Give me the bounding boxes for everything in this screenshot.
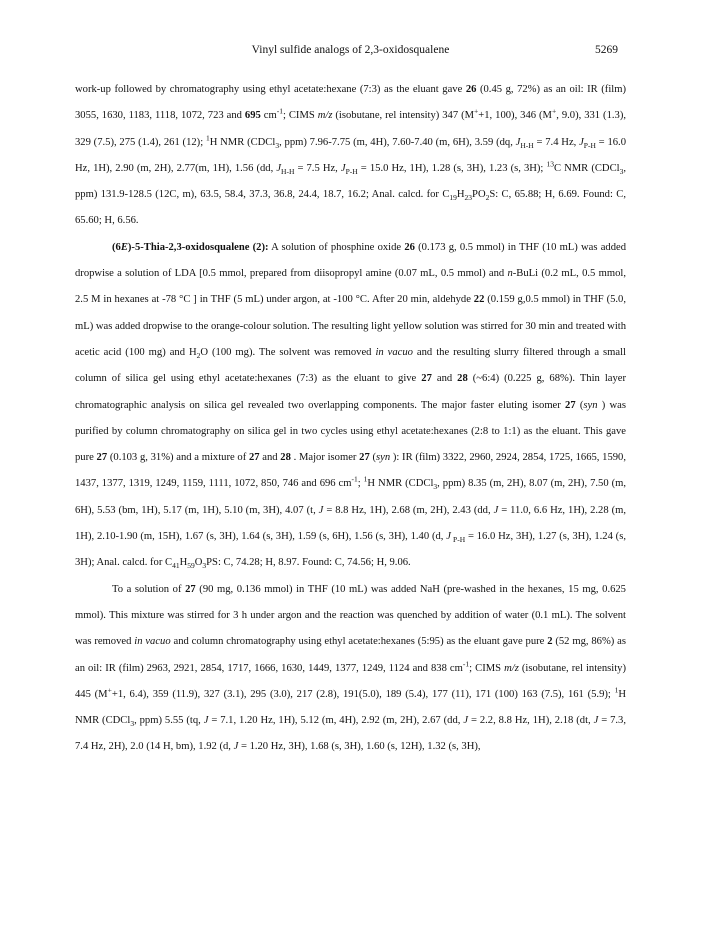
text-run: J — [318, 504, 324, 516]
text-run: 27 — [185, 583, 196, 595]
text-run: (isobutane, rel intensity) 445 (M — [75, 662, 626, 700]
text-run: ( — [575, 399, 584, 411]
text-run: m/z — [504, 662, 519, 674]
text-run: PS: C, 74.28; H, 8.97. Found: C, 74.56; H, 9.06. — [206, 557, 411, 569]
text-run: J — [493, 504, 499, 516]
text-run: 27 — [565, 399, 576, 411]
text-run: A solution of phosphine oxide — [268, 241, 405, 253]
text-run: + — [474, 106, 479, 116]
text-run: E — [120, 241, 128, 253]
text-run: 23 — [464, 193, 473, 203]
text-run: 59 — [187, 561, 195, 571]
text-run: = 15.0 Hz, 1H), 1.28 (s, 3H), 1.23 (s, 3H); — [357, 162, 547, 174]
text-run: , ppm) 7.96-7.75 (m, 4H), 7.60-7.40 (m, 6H), 3.59 (dq, — [279, 136, 516, 148]
text-run: H — [456, 189, 465, 201]
text-run: ; — [357, 478, 364, 490]
text-run: 1 — [205, 133, 210, 143]
text-run: , ppm) 5.55 (tq, — [134, 715, 204, 727]
text-run: = 8.8 Hz, 1H), 2.68 (m, 2H), 2.43 (dd, — [323, 504, 494, 516]
text-run: 41 — [172, 561, 180, 571]
text-run: = 16.0 Hz, 1H), 2.90 (m, 2H), 2.77(m, 1H), 1.56 (dd, — [75, 136, 626, 174]
text-run: = 7.1, 1.20 Hz, 1H), 5.12 (m, 4H), 2.92 (m, 2H), 2.67 (dd, — [208, 715, 464, 727]
text-run: -1 — [276, 106, 283, 116]
text-run: . Major isomer — [290, 452, 360, 464]
page-number: 5269 — [595, 44, 618, 56]
text-run: , ppm) 8.35 (m, 2H), 8.07 (m, 2H), 7.50 (m, 6H), 5.53 (bm, 1H), 5.17 (m, 1H), 5.10 (m, 3H), 4.07 (t, — [75, 478, 626, 516]
text-run: O (100 mg). The solvent was removed — [200, 346, 376, 358]
text-run: work-up followed by chromatography using ethyl acetate:hexane (7:3) as the eluant gave — [75, 84, 466, 95]
text-run: , 9.0), 331 (1.3), 329 (7.5), 275 (1.4), 261 (12); — [75, 110, 626, 148]
article-body — [75, 77, 626, 761]
text-run: (0.159 g,0.5 mmol) in THF (5.0, mL) was added dropwise to the orange-colour solution. The resulting light yellow solution was stirred for 30 min and treated with acetic acid (100 mg) and H — [75, 294, 626, 358]
text-run: in vacuo — [375, 346, 413, 358]
text-run: (~6:4) (0.225 g, 68%). Thin layer chromatographic analysis on silica gel revealed two overlapping components. The major faster eluting isomer — [75, 373, 627, 411]
text-run: = 1.20 Hz, 3H), 1.68 (s, 3H), 1.60 (s, 12H), 1.32 (s, 3H), — [238, 741, 481, 753]
text-run: 28 — [457, 373, 468, 385]
text-run: 3 — [275, 140, 280, 150]
text-run: J — [579, 136, 584, 148]
text-run: and — [259, 452, 281, 464]
text-run: (6 — [112, 241, 121, 253]
paragraph-compound-26-data — [75, 77, 626, 235]
text-run: ) was purified by column chromatography on silica gel in two cycles using ethyl acetate:hexanes (2:8 to 1:1) as the eluant. This gave pure — [75, 399, 626, 464]
text-run: O — [194, 557, 203, 569]
text-run: -1 — [351, 474, 358, 484]
text-run: PO — [472, 189, 486, 201]
text-run: To a solution of — [112, 583, 186, 595]
text-run: in vacuo — [134, 636, 171, 648]
text-run: -BuLi (0.2 mL, 0.5 mmol, 2.5 M in hexanes at -78 °C ] in THF (5 mL) under argon, at -100 °C. After 20 min, aldehyde — [75, 268, 626, 306]
text-run: + — [107, 685, 112, 695]
text-run: 3 — [619, 167, 624, 176]
text-run: 27 — [421, 373, 432, 385]
text-run: P-H — [345, 167, 358, 176]
text-run: cm — [260, 110, 277, 122]
text-run: 1 — [614, 685, 619, 695]
text-run: 28 — [280, 452, 291, 464]
text-run: 19 — [449, 193, 457, 203]
text-run: = 2.2, 8.8 Hz, 1H), 2.18 (dt, — [468, 715, 594, 727]
text-run: H-H — [281, 167, 295, 176]
text-run: J — [446, 531, 451, 543]
text-run: C NMR (CDCl — [553, 162, 620, 174]
text-run: syn — [583, 399, 598, 411]
text-run: (0.173 g, 0.5 mmol) in THF (10 mL) was added dropwise a solution of LDA [0.5 mmol, prepared from diisopropyl amine (0.07 mL, 0.5 mmol) and — [75, 241, 626, 280]
text-run: H NMR (CDCl — [209, 136, 276, 148]
text-run: (90 mg, 0.136 mmol) in THF (10 mL) was added NaH (pre-washed in the hexanes, 15 mg, 0.625 mmol). This mixture was stirred for 3 h under argon and the reaction was quenched by addition of water (0.1 mL). The solvent was removed — [75, 583, 626, 648]
text-run: P-H — [583, 140, 596, 150]
text-run: 2 — [196, 351, 201, 361]
paragraph-thia-oxidosqualene-synthesis — [75, 235, 626, 577]
text-run: P-H — [450, 535, 466, 545]
text-run: , ppm) 131.9-128.5 (12C, m), 63.5, 58.4, 37.3, 36.8, 24.4, 18.7, 16.2; Anal. calcd. for C — [75, 162, 626, 201]
text-run: J — [463, 715, 469, 727]
text-run: J — [276, 162, 282, 174]
text-run: 1 — [363, 474, 368, 484]
text-run: (isobutane, rel intensity) 347 (M — [332, 110, 475, 122]
text-run: = 7.5 Hz, — [294, 162, 341, 174]
text-run: 3 — [433, 482, 438, 492]
text-run: -1 — [462, 659, 470, 668]
text-run: H — [179, 557, 188, 569]
text-run: ): IR (film) 3322, 2960, 2924, 2854, 1725, 1665, 1590, 1437, 1377, 1319, 1249, 1159, 1111, 1072, 850, 746 and 696 cm — [75, 452, 626, 490]
text-run: = 7.3, 7.4 Hz, 2H), 2.0 (14 H, bm), 1.92 (d, — [75, 715, 627, 753]
text-run: and column chromatography using ethyl acetate:hexanes (5:95) as the eluant gave pure — [170, 636, 548, 648]
text-run: n — [507, 268, 513, 280]
text-run: J — [515, 136, 521, 148]
text-run: (52 mg, 86%) as an oil: IR (film) 2963, 2921, 2854, 1717, 1666, 1630, 1449, 1377, 1249, 1124 and 838 cm — [75, 636, 626, 674]
text-run: 2 — [485, 193, 490, 203]
text-run: = 16.0 Hz, 3H), 1.27 (s, 3H), 1.24 (s, 3H); Anal. calcd. for C — [75, 531, 626, 569]
text-run: S: C, 65.88; H, 6.69. Found: C, 65.60; H, 6.56. — [75, 189, 626, 227]
text-run: H NMR (CDCl — [75, 688, 626, 727]
text-run: 2 — [547, 636, 553, 648]
text-run: and the resulting slurry filtered through a small column of silica gel using ethyl acetate:hexanes (7:3) as the eluant to give — [75, 346, 626, 385]
text-run: (0.103 g, 31%) and a mixture of — [107, 452, 249, 464]
text-run: m/z — [317, 110, 333, 122]
text-run: + — [551, 106, 557, 116]
text-run: = 11.0, 6.6 Hz, 1H), 2.28 (m, 1H), 2.10-1.90 (m, 15H), 1.67 (s, 3H), 1.64 (s, 3H), 1.59 (s, 6H), 1.56 (s, 3H), 1.40 (d, — [75, 504, 626, 543]
text-run: 27 — [248, 452, 260, 464]
text-run: = 7.4 Hz, — [533, 136, 580, 148]
text-run: +1, 100), 346 (M — [478, 110, 552, 122]
text-run: ; CIMS — [282, 110, 318, 122]
text-run: 26 — [465, 84, 477, 95]
text-run: +1, 6.4), 359 (11.9), 327 (3.1), 295 (3.0), 217 (2.8), 191(5.0), 189 (5.4), 177 (11), 171 (100) 163 (7.5), 161 (5.9); — [111, 688, 615, 700]
text-run: J — [593, 715, 599, 727]
text-run: syn — [376, 452, 391, 464]
text-run: 27 — [96, 452, 108, 464]
text-run: 27 — [359, 452, 370, 464]
running-head — [0, 44, 701, 60]
text-run: 3 — [130, 719, 135, 729]
text-run: H NMR (CDCl — [367, 478, 434, 490]
text-run: 695 — [244, 110, 261, 122]
text-run: 26 — [404, 241, 415, 253]
text-run: J — [203, 715, 209, 727]
text-run: 3 — [202, 561, 207, 571]
paragraph-compound-2-preparation — [75, 577, 626, 761]
text-run: ; CIMS — [469, 662, 505, 674]
text-run: )-5-Thia-2,3-oxidosqualene (2): — [127, 241, 269, 253]
text-run: 13 — [546, 159, 554, 169]
text-run: J — [340, 162, 346, 174]
running-title: Vinyl sulfide analogs of 2,3-oxidosqualene — [251, 44, 450, 56]
text-run: ( — [369, 452, 377, 464]
text-run: 22 — [473, 294, 485, 306]
text-run: (0.45 g, 72%) as an oil: IR (film) 3055, 1630, 1183, 1118, 1072, 723 and — [75, 84, 626, 122]
text-run: J — [233, 741, 239, 753]
text-run: H-H — [520, 140, 534, 150]
text-run: and — [431, 373, 458, 385]
